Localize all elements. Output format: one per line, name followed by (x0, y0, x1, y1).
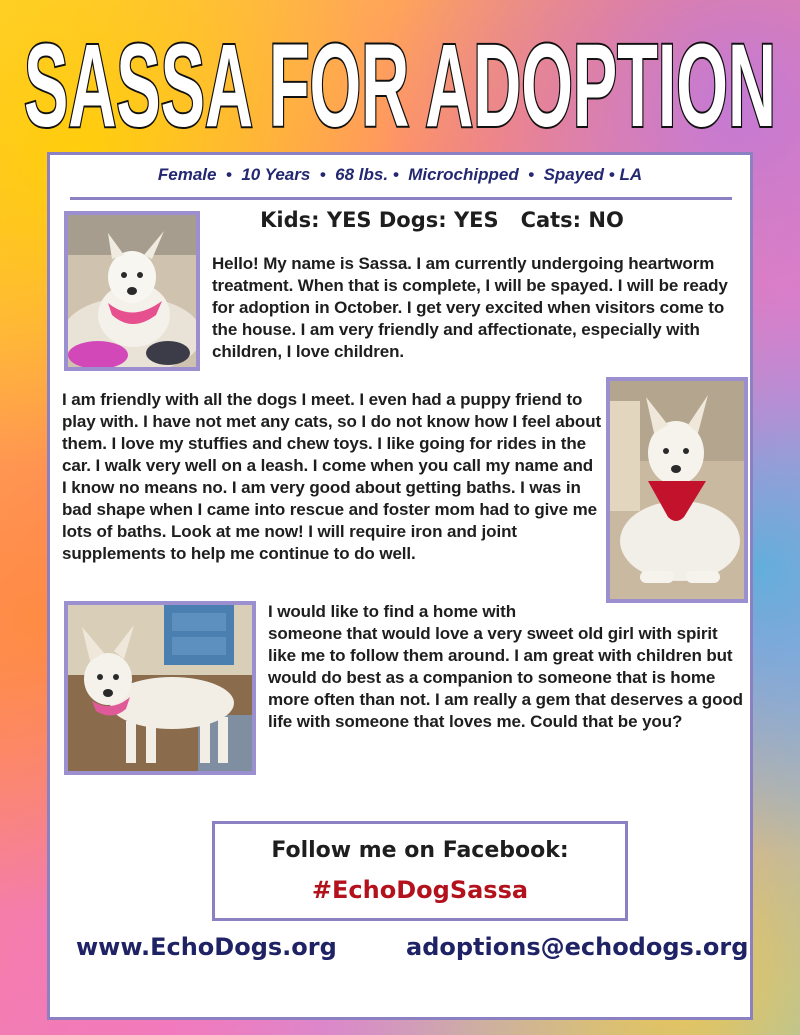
content-panel (47, 152, 753, 1020)
facebook-box (212, 821, 628, 921)
dog-photo-standing (64, 601, 256, 775)
email-link[interactable]: adoptions@echodogs.org (406, 933, 749, 961)
closing-remaining-text: someone that would love a very sweet old girl with spirit like me to follow them around. I am great with children but would do best as a companion to someone that is home more often than not. I am really a gem that deserves a good life with someone that loves me. Could that be you? (268, 624, 743, 731)
website-link[interactable]: www.EchoDogs.org (76, 933, 337, 961)
pet-stats-line: Female • 10 Years • 68 lbs. • Microchipped • Spayed • LA (157, 165, 643, 184)
intro-paragraph: Hello! My name is Sassa. I am currently undergoing heartworm treatment. When that is complete, I will be spayed. I will be ready for adoption in October. I get very excited when visitors come to the house. I am very friendly and affectionate, especially with children, I love children. (212, 254, 728, 361)
dog-photo-lying-bandana (606, 377, 748, 603)
page-title: SASSA FOR ADOPTION (24, 20, 776, 148)
compatibility-line: Kids: YES Dogs: YES Cats: NO (260, 208, 624, 232)
stats-divider (70, 197, 732, 200)
dog-photo-on-couch (64, 211, 200, 371)
middle-paragraph: I am friendly with all the dogs I meet. I even had a puppy friend to play with. I have not met any cats, so I do not know how I feel about them. I love my stuffies and chew toys. I like going for rides in the car. I walk very well on a leash. I come when you call my name and I know no means no. I am very good about getting baths. I was in bad shape when I came into rescue and foster mom had to give me lots of baths. Look at me now! I will require iron and joint supplements to help me continue to do well. (62, 390, 602, 563)
facebook-hashtag[interactable]: #EchoDogSassa (311, 876, 529, 904)
title-banner (0, 8, 800, 148)
closing-first-line: I would like to find a home with (268, 602, 517, 621)
closing-paragraph (268, 601, 750, 733)
facebook-label: Follow me on Facebook: (271, 838, 569, 863)
